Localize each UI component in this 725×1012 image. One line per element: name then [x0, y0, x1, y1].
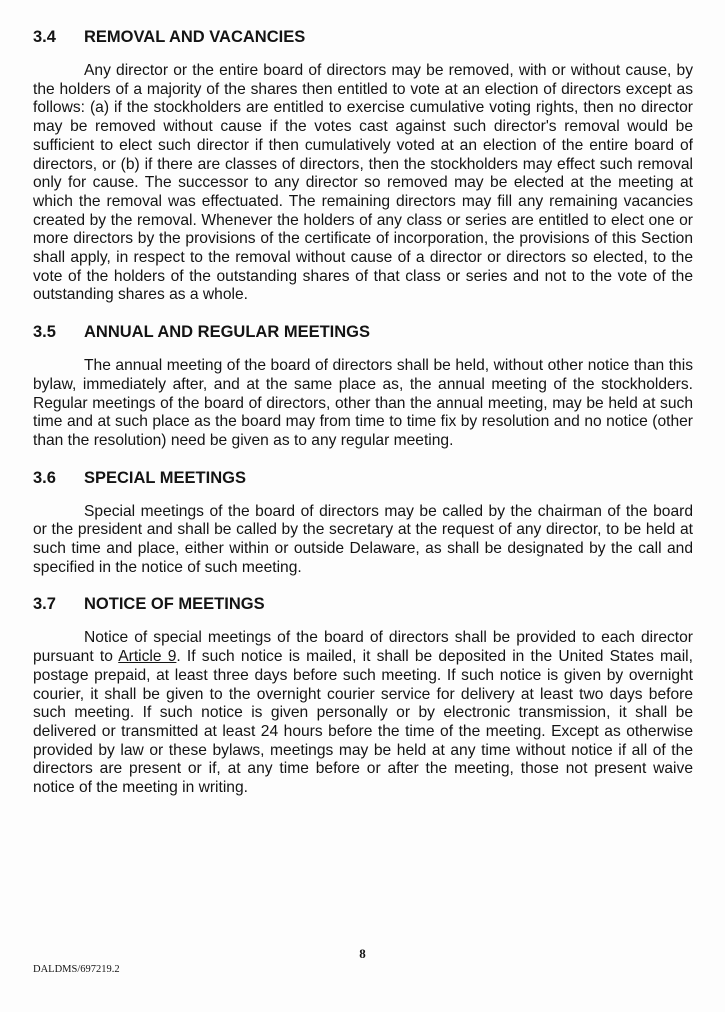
- page-number: 8: [359, 946, 366, 961]
- document-page: [33, 26, 693, 798]
- section-3-7: [33, 593, 693, 797]
- body-text-end: . If such notice is mailed, it shall be deposited in the United States mail, postage prepaid, at least three days before such meeting. If such notice is given by overnight courier, it shall be given to the overnight courier service for delivery at least two days before such meeting. If such notice is given personally or by electronic transmission, it shall be delivered or transmitted at least 24 hours before the time of the meeting. Except as otherwise provided by law or these bylaws, meetings may be held at any time without notice if all of the directors are present or if, at any time before or after the meeting, those not present waive notice of the meeting in writing.: [33, 648, 693, 797]
- section-number: 3.5: [33, 323, 56, 342]
- section-3-4: [33, 26, 693, 305]
- section-body: Any director or the entire board of directors may be removed, with or without cause, by the holders of a majority of the shares then entitled to vote at an election of directors except as follows: (a) if the stockholders are entitled to exercise cumulative voting rights, then no director may be removed without cause if the votes cast against such director's removal would be sufficient to elect such director if then cumulatively voted at an election of the entire board of directors, or (b) if there are classes of directors, then the stockholders may effect such removal only for cause. The successor to any director so removed may be elected at the meeting at which the removal was effectuated. The remaining directors may fill any remaining vacancies created by the removal. Whenever the holders of any class or series are entitled to elect one or more directors by the provisions of the certificate of incorporation, the provisions of this Section shall apply, in respect to the removal without cause of a director or directors so elected, to the vote of the holders of the outstanding shares of that class or series and not to the vote of the outstanding shares as a whole.: [33, 62, 693, 304]
- section-heading: [33, 26, 693, 48]
- section-title: SPECIAL MEETINGS: [84, 468, 246, 487]
- section-heading: [33, 593, 693, 615]
- section-body: Special meetings of the board of directors may be called by the chairman of the board or the president and shall be called by the secretary at the request of any director, to be held at such time and place, either within or outside Delaware, as shall be designated by the call and specified in the notice of such meeting.: [33, 502, 693, 576]
- section-heading: [33, 321, 693, 343]
- section-title: REMOVAL AND VACANCIES: [84, 28, 306, 46]
- section-body: The annual meeting of the board of directors shall be held, without other notice than this bylaw, immediately after, and at the same place as, the annual meeting of the stockholders. Regular meetings of the board of directors, other than the annual meeting, may be held at such time and at such place as the board may from time to time fix by resolution and no notice (other than the resolution) need be given as to any regular meeting.: [33, 357, 693, 449]
- section-number: 3.6: [33, 468, 56, 487]
- section-title: ANNUAL AND REGULAR MEETINGS: [84, 323, 371, 342]
- body-text-start: Notice of special meetings of the board of directors shall be provided to each director pursuant to: [33, 629, 693, 666]
- section-number: 3.7: [33, 595, 56, 614]
- article-9-link[interactable]: Article 9: [118, 648, 177, 666]
- section-number: 3.4: [33, 28, 56, 46]
- section-heading: [33, 467, 693, 489]
- section-body: [33, 629, 693, 797]
- section-title: NOTICE OF MEETINGS: [84, 595, 265, 614]
- section-3-6: [33, 467, 693, 578]
- document-id: DALDMS/697219.2: [33, 964, 120, 975]
- section-3-5: [33, 321, 693, 451]
